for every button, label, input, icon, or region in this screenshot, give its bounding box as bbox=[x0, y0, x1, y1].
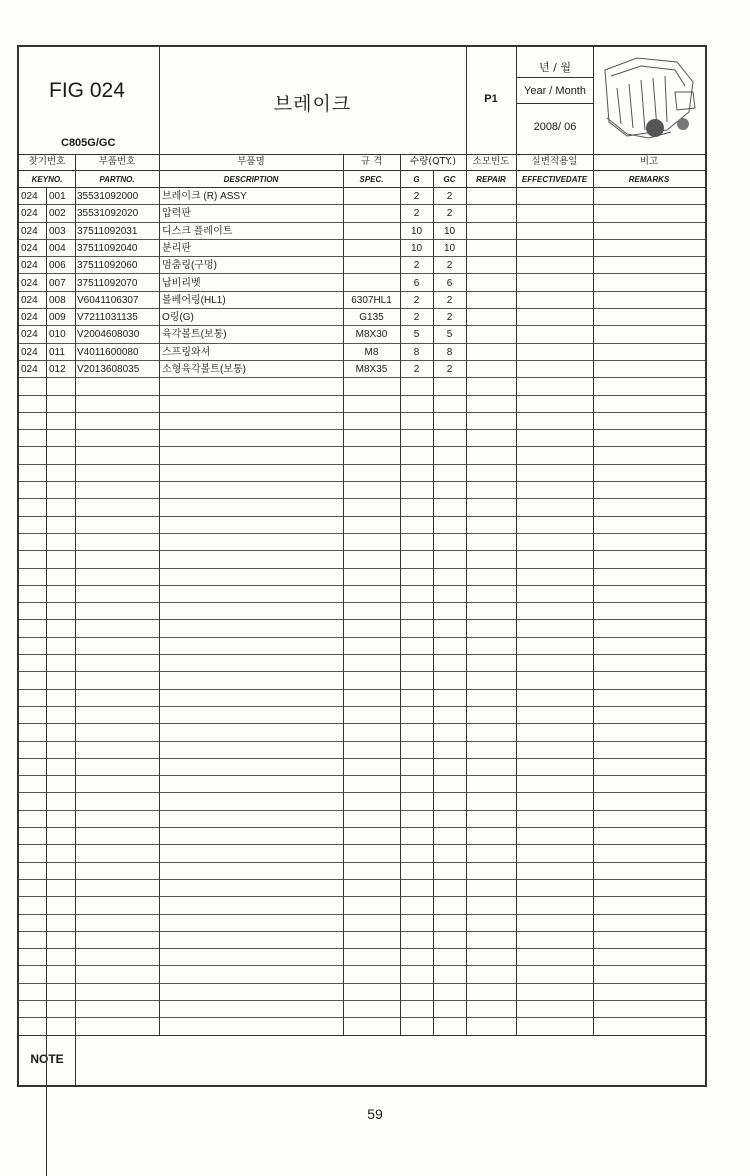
table-row bbox=[19, 465, 705, 482]
table-row bbox=[19, 828, 705, 845]
year-month-label: Year / Month bbox=[524, 85, 586, 97]
table-row bbox=[19, 223, 705, 240]
cell-key: 002 bbox=[49, 208, 66, 220]
cell-g: 2 bbox=[413, 260, 420, 272]
cell-g: 2 bbox=[413, 294, 420, 306]
table-row bbox=[19, 448, 705, 465]
parts-table bbox=[19, 188, 705, 1035]
cell-desc: 소형육각볼트(보통) bbox=[162, 364, 246, 375]
table-row bbox=[19, 967, 705, 984]
cell-spec bbox=[343, 275, 400, 292]
cell-key: 001 bbox=[49, 191, 66, 202]
cell-fig: 024 bbox=[21, 277, 38, 289]
cell-gc: 2 bbox=[446, 312, 453, 324]
cell-spec: 6307HL1 bbox=[351, 294, 392, 306]
table-row bbox=[19, 1001, 705, 1018]
table-row bbox=[19, 794, 705, 811]
model-code: C805G/GC bbox=[61, 137, 116, 149]
cell-partno: 37511092040 bbox=[77, 242, 138, 254]
cell-gc: 10 bbox=[443, 242, 456, 254]
table-row bbox=[19, 396, 705, 413]
cell-desc: 분리판 bbox=[162, 242, 191, 254]
column-divider bbox=[466, 154, 467, 1035]
table-row bbox=[19, 707, 705, 724]
cell-key: 004 bbox=[49, 242, 66, 254]
table-row bbox=[19, 188, 705, 205]
cell-key: 012 bbox=[49, 364, 66, 375]
cell-gc: 2 bbox=[446, 208, 453, 220]
cell-gc: 2 bbox=[446, 191, 453, 202]
cell-g: 2 bbox=[413, 364, 420, 375]
cell-desc: O링(G) bbox=[162, 312, 194, 324]
col-partno-kor: 부품번호 bbox=[98, 156, 136, 167]
col-spec: SPEC. bbox=[359, 175, 384, 184]
table-row bbox=[19, 361, 705, 378]
col-keyno-kor: 찾기번호 bbox=[28, 156, 66, 167]
col-spec-kor: 규 격 bbox=[360, 156, 383, 167]
cell-desc: 육각볼트(보통) bbox=[162, 329, 227, 341]
col-description: DESCRIPTION bbox=[223, 175, 279, 184]
col-effective-date: EFFECTIVEDATE bbox=[521, 175, 588, 184]
col-qty-kor: 수량(QTY.) bbox=[410, 156, 456, 167]
cell-key: 009 bbox=[49, 312, 66, 324]
cell-key: 003 bbox=[49, 225, 66, 237]
table-row bbox=[19, 569, 705, 586]
sheet-header bbox=[19, 47, 705, 155]
table-row bbox=[19, 742, 705, 759]
table-row bbox=[19, 240, 705, 257]
cell-fig: 024 bbox=[21, 294, 38, 306]
cell-partno: V4011600080 bbox=[77, 346, 139, 358]
table-row bbox=[19, 845, 705, 862]
col-repair-kor: 소모빈도 bbox=[472, 156, 510, 167]
note-section bbox=[19, 1035, 705, 1086]
cell-gc: 2 bbox=[446, 294, 453, 306]
cell-desc: 브레이크 (R) ASSY bbox=[162, 191, 247, 202]
page-number: 59 bbox=[367, 1106, 383, 1122]
cell-fig: 024 bbox=[21, 329, 38, 341]
table-row bbox=[19, 863, 705, 880]
table-row bbox=[19, 413, 705, 430]
parts-list-sheet bbox=[17, 45, 707, 1087]
table-row bbox=[19, 932, 705, 949]
table-row bbox=[19, 517, 705, 534]
page-title: 브레이크 bbox=[273, 93, 352, 115]
cell-key: 008 bbox=[49, 294, 66, 306]
cell-partno: V6041106307 bbox=[77, 294, 139, 306]
column-divider bbox=[516, 154, 517, 1035]
table-row bbox=[19, 949, 705, 966]
table-row bbox=[19, 586, 705, 603]
cell-fig: 024 bbox=[21, 208, 38, 220]
column-divider bbox=[159, 154, 160, 1035]
cell-partno: 35531092000 bbox=[77, 191, 139, 202]
table-row bbox=[19, 915, 705, 932]
cell-desc: 납비리벳 bbox=[162, 277, 201, 289]
column-divider bbox=[75, 154, 76, 1035]
table-row bbox=[19, 205, 705, 222]
cell-gc: 8 bbox=[446, 346, 453, 358]
cell-key: 011 bbox=[49, 346, 65, 358]
cell-fig: 024 bbox=[21, 312, 38, 324]
table-row bbox=[19, 759, 705, 776]
cell-fig: 024 bbox=[21, 225, 38, 237]
cell-partno: 37511092060 bbox=[77, 260, 138, 272]
table-row bbox=[19, 344, 705, 361]
col-effective-kor: 실변적용일 bbox=[531, 156, 578, 167]
cell-g: 2 bbox=[413, 312, 420, 324]
table-row bbox=[19, 499, 705, 516]
table-row bbox=[19, 275, 705, 292]
cell-g: 6 bbox=[413, 277, 420, 289]
table-row bbox=[19, 984, 705, 1001]
cell-spec: G135 bbox=[359, 312, 384, 324]
cell-key: 010 bbox=[49, 329, 66, 341]
col-partno: PARTNO. bbox=[99, 175, 135, 184]
cell-gc: 5 bbox=[446, 329, 453, 341]
cell-spec bbox=[343, 223, 400, 240]
page-code: P1 bbox=[484, 93, 498, 105]
table-row bbox=[19, 690, 705, 707]
cell-key: 006 bbox=[49, 260, 66, 272]
cell-desc: 멈춤링(구멍) bbox=[162, 260, 217, 272]
table-row bbox=[19, 776, 705, 793]
col-description-kor: 부품명 bbox=[237, 156, 265, 167]
table-row bbox=[19, 482, 705, 499]
table-row bbox=[19, 655, 705, 672]
combine-harvester-illustration bbox=[597, 52, 701, 144]
cell-spec bbox=[343, 257, 400, 274]
col-keyno: KEYNO. bbox=[31, 175, 63, 184]
cell-key: 007 bbox=[49, 277, 66, 289]
figure-number: FIG 024 bbox=[49, 79, 125, 102]
table-row bbox=[19, 257, 705, 274]
table-row bbox=[19, 534, 705, 551]
table-row bbox=[19, 309, 705, 326]
cell-desc: 스프링와셔 bbox=[162, 346, 211, 358]
cell-g: 2 bbox=[413, 208, 420, 220]
column-divider bbox=[343, 154, 344, 1035]
cell-g: 10 bbox=[410, 225, 423, 237]
cell-desc: 디스크 플레이트 bbox=[162, 225, 233, 237]
note-label: NOTE bbox=[30, 1052, 64, 1066]
column-divider bbox=[433, 171, 434, 1035]
cell-spec bbox=[343, 188, 400, 205]
col-qty-gc: GC bbox=[443, 175, 456, 184]
table-row bbox=[19, 430, 705, 447]
column-headers bbox=[19, 154, 705, 188]
col-repair: REPAIR bbox=[476, 175, 506, 184]
cell-partno: 37511092070 bbox=[77, 277, 138, 289]
col-qty-g: G bbox=[413, 175, 420, 184]
cell-fig: 024 bbox=[21, 346, 38, 358]
table-row bbox=[19, 603, 705, 620]
cell-g: 2 bbox=[413, 191, 420, 202]
col-remarks: REMARKS bbox=[628, 175, 670, 184]
table-row bbox=[19, 292, 705, 309]
cell-fig: 024 bbox=[21, 260, 38, 272]
table-row bbox=[19, 621, 705, 638]
table-row bbox=[19, 1018, 705, 1035]
table-row bbox=[19, 551, 705, 568]
table-row bbox=[19, 811, 705, 828]
cell-desc: 압력판 bbox=[162, 208, 191, 220]
cell-fig: 024 bbox=[21, 191, 38, 202]
cell-partno: V7211031135 bbox=[77, 312, 138, 324]
cell-partno: 37511092031 bbox=[77, 225, 138, 237]
column-divider bbox=[400, 154, 401, 1035]
cell-partno: V2004608030 bbox=[77, 329, 140, 341]
table-row bbox=[19, 880, 705, 897]
col-remarks-kor: 비고 bbox=[639, 156, 659, 167]
cell-gc: 2 bbox=[446, 364, 453, 375]
cell-partno: 35531092020 bbox=[77, 208, 139, 220]
cell-g: 5 bbox=[413, 329, 420, 341]
table-row bbox=[19, 638, 705, 655]
table-row bbox=[19, 378, 705, 395]
cell-fig: 024 bbox=[21, 364, 38, 375]
cell-gc: 6 bbox=[446, 277, 453, 289]
column-divider bbox=[593, 154, 594, 1035]
issue-date: 2008/ 06 bbox=[533, 121, 577, 133]
table-row bbox=[19, 672, 705, 689]
table-row bbox=[19, 326, 705, 343]
cell-fig: 024 bbox=[21, 242, 38, 254]
cell-gc: 2 bbox=[446, 260, 453, 272]
cell-spec: M8X30 bbox=[355, 329, 388, 341]
table-row bbox=[19, 897, 705, 914]
table-row bbox=[19, 724, 705, 741]
cell-desc: 볼베어링(HL1) bbox=[162, 294, 226, 306]
cell-spec: M8X35 bbox=[355, 364, 388, 375]
cell-spec bbox=[343, 240, 400, 257]
cell-spec bbox=[343, 205, 400, 222]
cell-g: 8 bbox=[413, 346, 420, 358]
cell-g: 10 bbox=[410, 242, 423, 254]
cell-spec: M8 bbox=[364, 346, 379, 358]
cell-gc: 10 bbox=[443, 225, 456, 237]
year-month-korean: 년 / 월 bbox=[539, 61, 571, 74]
column-divider bbox=[46, 188, 47, 1176]
cell-partno: V2013608035 bbox=[77, 364, 140, 375]
